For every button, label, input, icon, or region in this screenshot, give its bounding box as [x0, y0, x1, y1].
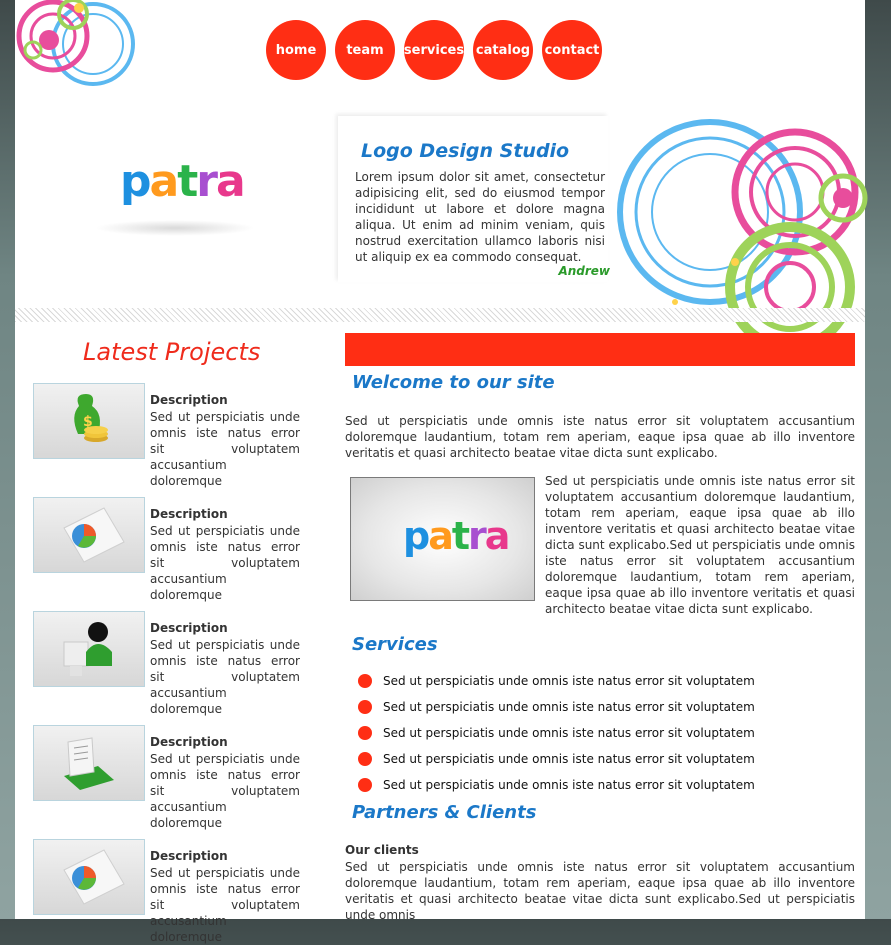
services-list [358, 668, 755, 798]
pie-chart-icon[interactable] [33, 839, 145, 915]
pie-chart-icon[interactable] [33, 497, 145, 573]
project-label: Description [150, 507, 228, 521]
nav-catalog-button[interactable]: catalog [473, 20, 533, 80]
nav-team-button[interactable]: team [335, 20, 395, 80]
partners-title: Partners & Clients [352, 802, 537, 823]
service-text: Sed ut perspiciatis unde omnis iste natus error sit voluptatem [383, 700, 755, 714]
header-divider [15, 308, 865, 322]
feature-logo: patra [403, 514, 509, 558]
service-text: Sed ut perspiciatis unde omnis iste natus error sit voluptatem [383, 726, 755, 740]
feature-text: Sed ut perspiciatis unde omnis iste natus error sit voluptatem accusantium doloremque laudantium, totam rem aperiam, eaque ipsa quae ab illo inventore veritatis et quasi architecto beatae vitae dicta sunt explicabo.Sed ut perspiciatis unde omnis iste natus error sit voluptatem accusantium doloremque laudantium, totam rem aperiam, eaque ipsa quae ab illo inventore veritatis et quasi architecto beatae vitae dicta sunt explicabo. [545, 474, 855, 616]
main-nav [266, 20, 602, 80]
decorative-circles-top-left [15, 0, 145, 100]
project-label: Description [150, 735, 228, 749]
project-text: Sed ut perspiciatis unde omnis iste natus error sit voluptatem accusantium doloremque [150, 638, 300, 716]
intro-title: Logo Design Studio [361, 140, 570, 162]
project-item[interactable] [33, 383, 303, 488]
clients-label: Our clients [345, 843, 419, 857]
page-container [15, 0, 865, 944]
project-item[interactable] [33, 839, 303, 944]
welcome-title: Welcome to our site [352, 372, 555, 393]
welcome-text: Sed ut perspiciatis unde omnis iste natus error sit voluptatem accusantium doloremque laudantium, totam rem aperiam, eaque ipsa quae ab illo inventore veritatis et quasi architecto beatae vitae dicta sunt explicabo. [345, 414, 855, 460]
bullet-icon [358, 674, 372, 688]
intro-box [338, 116, 608, 282]
bullet-icon [358, 726, 372, 740]
nav-home-button[interactable]: home [266, 20, 326, 80]
list-item [358, 720, 755, 746]
feature-image [350, 477, 535, 601]
list-item [358, 668, 755, 694]
bullet-icon [358, 700, 372, 714]
project-text: Sed ut perspiciatis unde omnis iste natus error sit voluptatem accusantium doloremque [150, 866, 300, 944]
latest-projects-title: Latest Projects [83, 338, 261, 366]
site-logo[interactable] [85, 150, 265, 260]
project-label: Description [150, 849, 228, 863]
service-text: Sed ut perspiciatis unde omnis iste natus error sit voluptatem [383, 674, 755, 688]
nav-contact-button[interactable]: contact [542, 20, 602, 80]
decorative-circles-header [615, 112, 865, 312]
project-label: Description [150, 393, 228, 407]
bullet-icon [358, 778, 372, 792]
money-bag-icon[interactable] [33, 383, 145, 459]
user-computer-icon[interactable] [33, 611, 145, 687]
service-text: Sed ut perspiciatis unde omnis iste natus error sit voluptatem [383, 752, 755, 766]
logo-shadow [95, 220, 255, 236]
project-item[interactable] [33, 497, 303, 602]
svg-text:$: $ [83, 414, 93, 430]
bullet-icon [358, 752, 372, 766]
project-item[interactable] [33, 611, 303, 716]
project-text: Sed ut perspiciatis unde omnis iste natus error sit voluptatem accusantium doloremque [150, 410, 300, 488]
clients-text: Sed ut perspiciatis unde omnis iste natus error sit voluptatem accusantium doloremque laudantium, totam rem aperiam, eaque ipsa quae ab illo inventore veritatis et quasi architecto beatae vitae dicta sunt explicabo.Sed ut perspiciatis unde omnis [345, 860, 855, 922]
project-text: Sed ut perspiciatis unde omnis iste natus error sit voluptatem accusantium doloremque [150, 752, 300, 830]
intro-text: Lorem ipsum dolor sit amet, consectetur adipisicing elit, sed do eiusmod tempor incididunt ut labore et dolore magna aliqua. Ut enim ad minim veniam, quis nostrud exercitation ullamco laboris nisi ut aliquip ex ea commodo consequat. [355, 170, 605, 264]
service-text: Sed ut perspiciatis unde omnis iste natus error sit voluptatem [383, 778, 755, 792]
services-title: Services [352, 634, 438, 655]
intro-signature: Andrew [558, 264, 610, 278]
list-item [358, 772, 755, 798]
book-checklist-icon[interactable] [33, 725, 145, 801]
red-banner-bar [345, 333, 855, 366]
project-text: Sed ut perspiciatis unde omnis iste natus error sit voluptatem accusantium doloremque [150, 524, 300, 602]
project-item[interactable] [33, 725, 303, 830]
nav-services-button[interactable]: services [404, 20, 464, 80]
list-item [358, 746, 755, 772]
list-item [358, 694, 755, 720]
logo-text: patra [120, 156, 244, 207]
project-label: Description [150, 621, 228, 635]
